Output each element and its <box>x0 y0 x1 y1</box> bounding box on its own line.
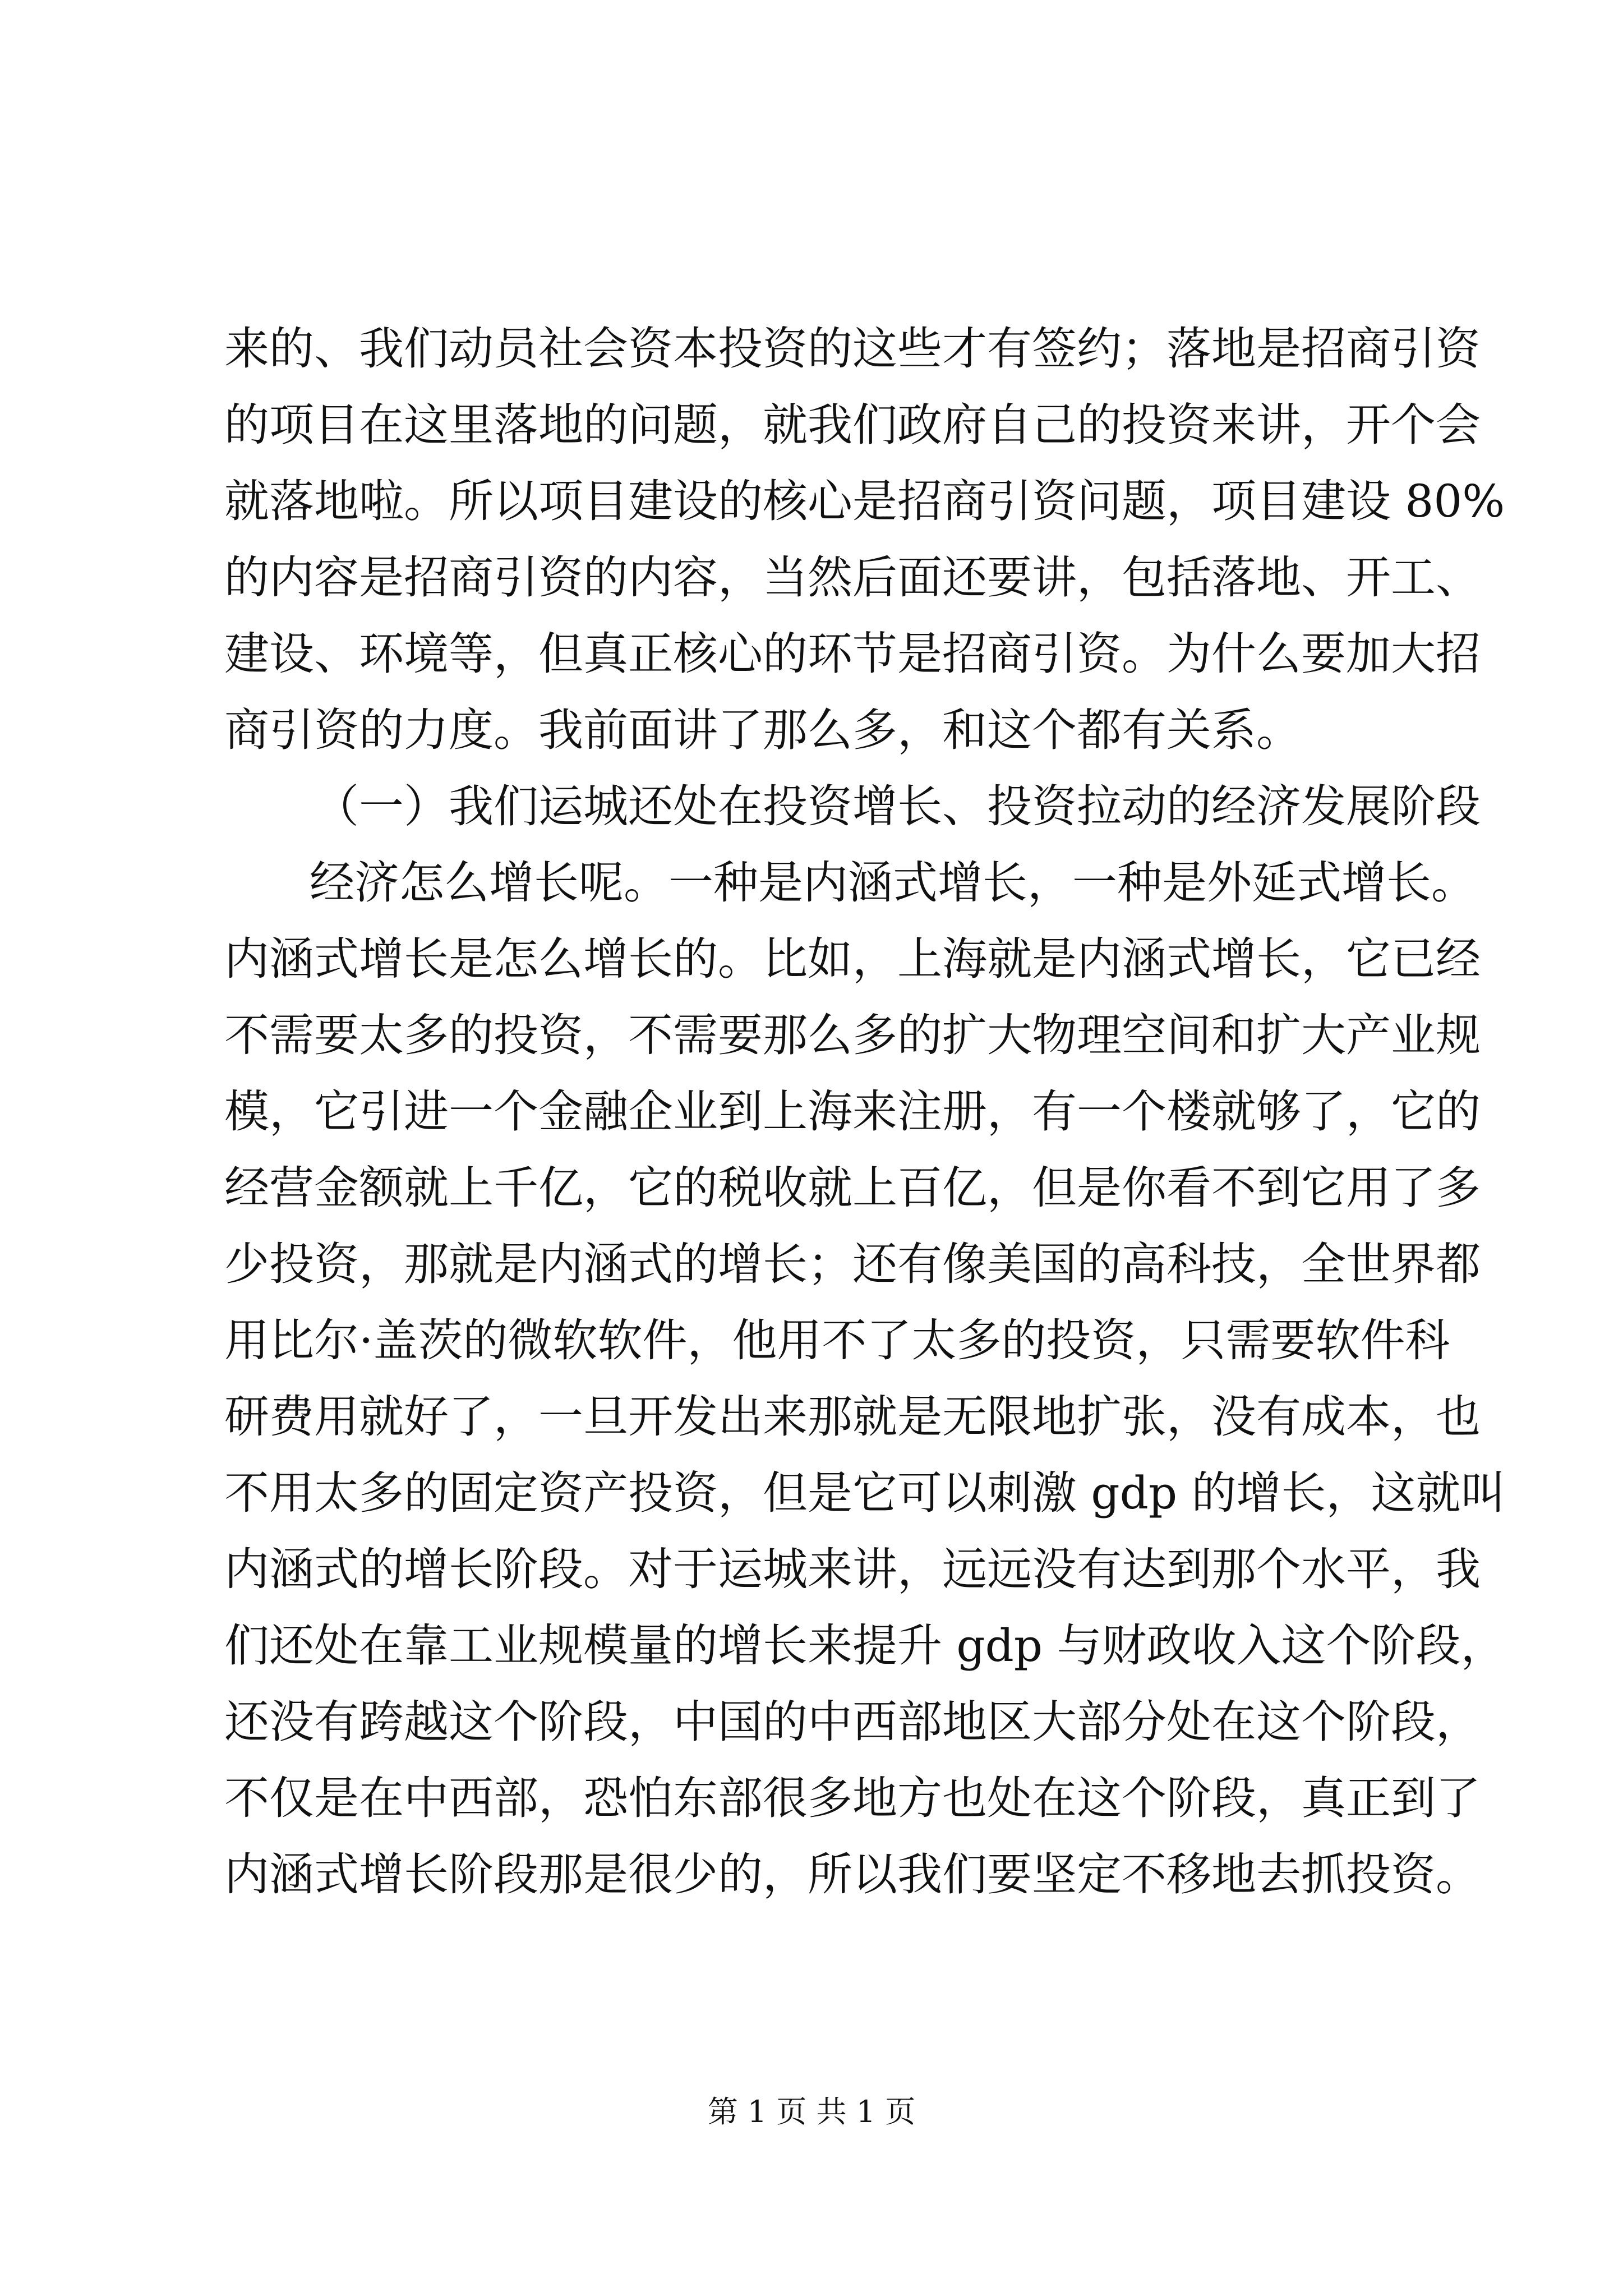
text-line: 不仅是在中西部，恐怕东部很多地方也处在这个阶段，真正到了 <box>224 1772 1481 1824</box>
text-line: 还没有跨越这个阶段，中国的中西部地区大部分处在这个阶段， <box>224 1696 1481 1748</box>
text-line: 经营金额就上千亿，它的税收就上百亿，但是你看不到它用了多 <box>224 1162 1481 1214</box>
text-line: 的项目在这里落地的问题，就我们政府自己的投资来讲，开个会 <box>224 399 1481 451</box>
text-line: 模，它引进一个金融企业到上海来注册，有一个楼就够了，它的 <box>224 1085 1481 1138</box>
text-line: 不用太多的固定资产投资，但是它可以刺激 gdp 的增长，这就叫 <box>224 1467 1506 1519</box>
text-line: 内涵式增长是怎么增长的。比如，上海就是内涵式增长，它已经 <box>224 933 1481 985</box>
text-line: 内涵式增长阶段那是很少的，所以我们要坚定不移地去抓投资。 <box>224 1848 1481 1901</box>
text-line: 研费用就好了，一旦开发出来那就是无限地扩张，没有成本，也 <box>224 1391 1481 1443</box>
page-footer: 第 1 页 共 1 页 <box>707 2094 916 2129</box>
text-line: 不需要太多的投资，不需要那么多的扩大物理空间和扩大产业规 <box>224 1009 1481 1061</box>
text-line: 商引资的力度。我前面讲了那么多，和这个都有关系。 <box>224 704 1301 756</box>
text-line: 建设、环境等，但真正核心的环节是招商引资。为什么要加大招 <box>224 628 1481 680</box>
section-heading: （一）我们运城还处在投资增长、投资拉动的经济发展阶段 <box>314 780 1481 832</box>
text-line: 少投资，那就是内涵式的增长；还有像美国的高科技，全世界都 <box>224 1238 1481 1290</box>
text-line: 们还处在靠工业规模量的增长来提升 gdp 与财政收入这个阶段， <box>224 1619 1506 1672</box>
paragraph-first-line: 经济怎么增长呢。一种是内涵式增长，一种是外延式增长。 <box>310 857 1476 909</box>
text-line: 的内容是招商引资的内容，当然后面还要讲，包括落地、开工、 <box>224 551 1481 604</box>
text-line: 用比尔·盖茨的微软软件，他用不了太多的投资，只需要软件科 <box>224 1314 1450 1366</box>
text-line: 来的、我们动员社会资本投资的这些才有签约；落地是招商引资 <box>224 323 1481 375</box>
text-line: 内涵式的增长阶段。对于运城来讲，远远没有达到那个水平，我 <box>224 1543 1481 1595</box>
text-line: 就落地啦。所以项目建设的核心是招商引资问题，项目建设 80% <box>224 475 1505 527</box>
